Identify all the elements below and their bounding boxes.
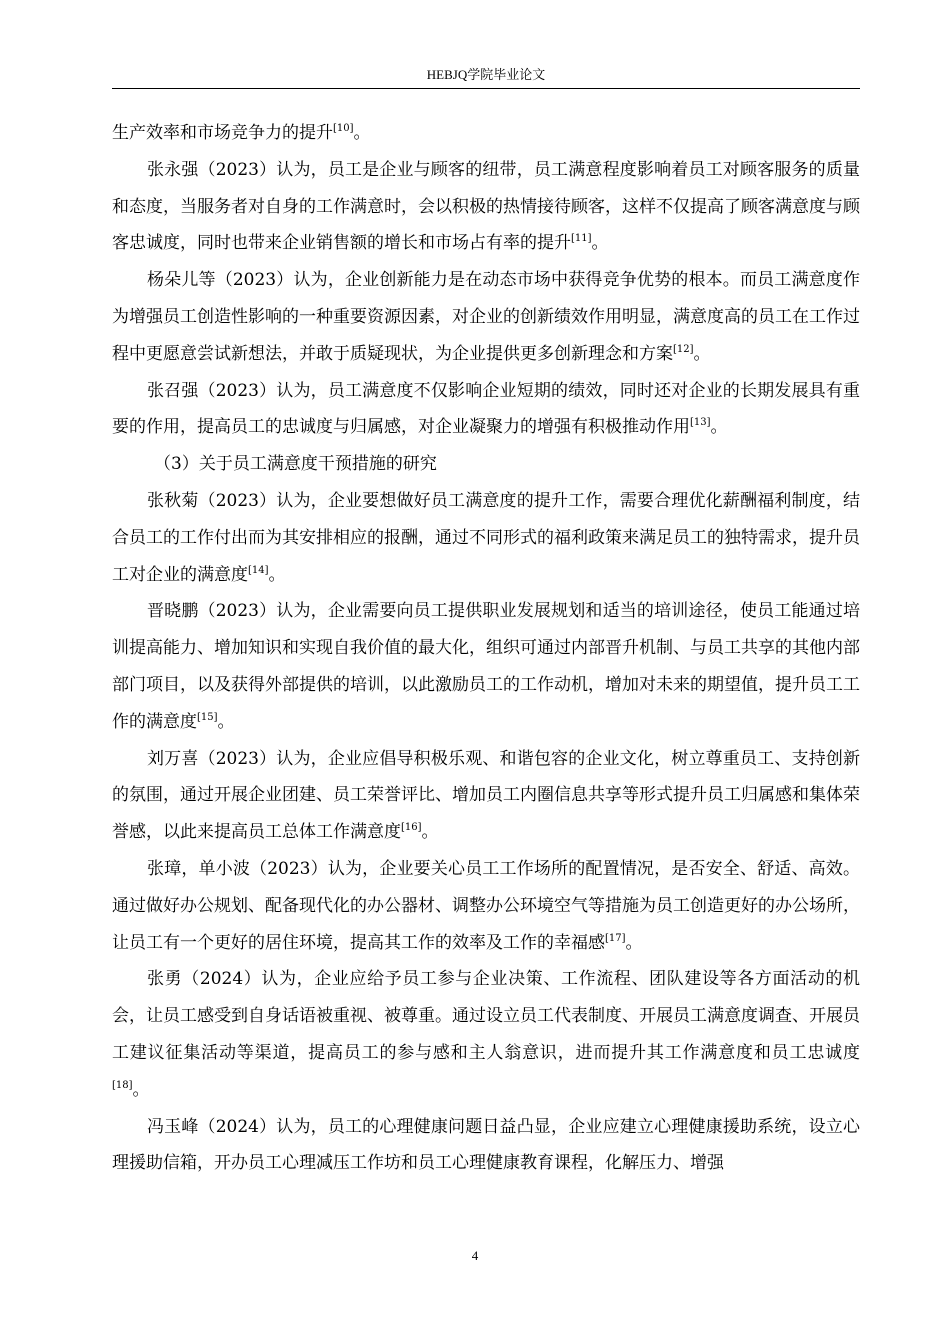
citation-ref: [10] <box>333 123 354 134</box>
citation-ref: [15] <box>197 711 218 723</box>
header-rule <box>112 88 860 89</box>
paragraph: 张永强（2023）认为，员工是企业与顾客的纽带，员工满意程度影响着员工对顾客服务的质量和态度，当服务者对自身的工作满意时，会以积极的热情接待顾客，这样不仅提高了顾客满意度与顾客忠诚度，同时也带来企业销售额的增长和市场占有率的提升[11]。 <box>112 159 860 254</box>
citation-ref: [17] <box>605 932 626 944</box>
paragraph: 刘万喜（2023）认为，企业应倡导积极乐观、和谐包容的企业文化，树立尊重员工、支持创新的氛围，通过开展企业团建、员工荣誉评比、增加员工内圈信息共享等形式提升员工归属感和集体荣誉感，以此来提高员工总体工作满意度[16]。 <box>112 748 860 843</box>
citation-ref: [14] <box>248 564 269 576</box>
paragraph: 生产效率和市场竞争力的提升[10]。 <box>112 123 371 143</box>
page-number: 4 <box>471 1248 479 1263</box>
citation-ref: [13] <box>690 417 711 429</box>
paragraph: 张勇（2024）认为，企业应给予员工参与企业决策、工作流程、团队建设等各方面活动的机会，让员工感受到自身话语被重视、被尊重。通过设立员工代表制度、开展员工满意度调查、开展员工建议征集活动等渠道，提高员工的参与感和主人翁意识，进而提升其工作满意度和员工忠诚度[18]。 <box>112 969 860 1100</box>
paragraph: 张召强（2023）认为，员工满意度不仅影响企业短期的绩效，同时还对企业的长期发展具有重要的作用，提高员工的忠诚度与归属感，对企业凝聚力的增强有积极推动作用[13]。 <box>112 380 860 438</box>
page-header: HEBJQ学院毕业论文 <box>426 67 546 82</box>
citation-ref: [18] <box>112 1079 133 1091</box>
section-title: （3）关于员工满意度干预措施的研究 <box>154 454 437 475</box>
paragraph: 杨朵儿等（2023）认为，企业创新能力是在动态市场中获得竞争优势的根本。而员工满意度作为增强员工创造性影响的一种重要资源因素，对企业的创新绩效作用明显，满意度高的员工在工作过程中更愿意尝试新想法，并敢于质疑现状，为企业提供更多创新理念和方案[12]。 <box>112 270 860 364</box>
paragraph: 张璋，单小波（2023）认为，企业要关心员工工作场所的配置情况，是否安全、舒适、高效。通过做好办公规划、配备现代化的办公器材、调整办公环境空气等措施为员工创造更好的办公场所，让员工有一个更好的居住环境，提高其工作的效率及工作的幸福感[17]。 <box>112 858 860 953</box>
paragraph: 张秋菊（2023）认为，企业要想做好员工满意度的提升工作，需要合理优化薪酬福利制度，结合员工的工作付出而为其安排相应的报酬，通过不同形式的福利政策来满足员工的独特需求，提升员工对企业的满意度[14]。 <box>112 490 860 585</box>
paragraph: 冯玉峰（2024）认为，员工的心理健康问题日益凸显，企业应建立心理健康援助系统，设立心理援助信箱，开办员工心理减压工作坊和员工心理健康教育课程，化解压力、增强 <box>112 1116 860 1174</box>
paragraph: 晋晓鹏（2023）认为，企业需要向员工提供职业发展规划和适当的培训途径，使员工能通过培训提高能力、增加知识和实现自我价值的最大化，组织可通过内部晋升机制、与员工共享的其他内部部门项目，以及获得外部提供的培训，以此激励员工的工作动机，增加对未来的期望值，提升员工工作的满意度[15]。 <box>112 601 860 732</box>
citation-ref: [11] <box>571 233 592 245</box>
document-body <box>112 115 860 1182</box>
citation-ref: [12] <box>673 343 694 355</box>
citation-ref: [16] <box>401 822 422 834</box>
